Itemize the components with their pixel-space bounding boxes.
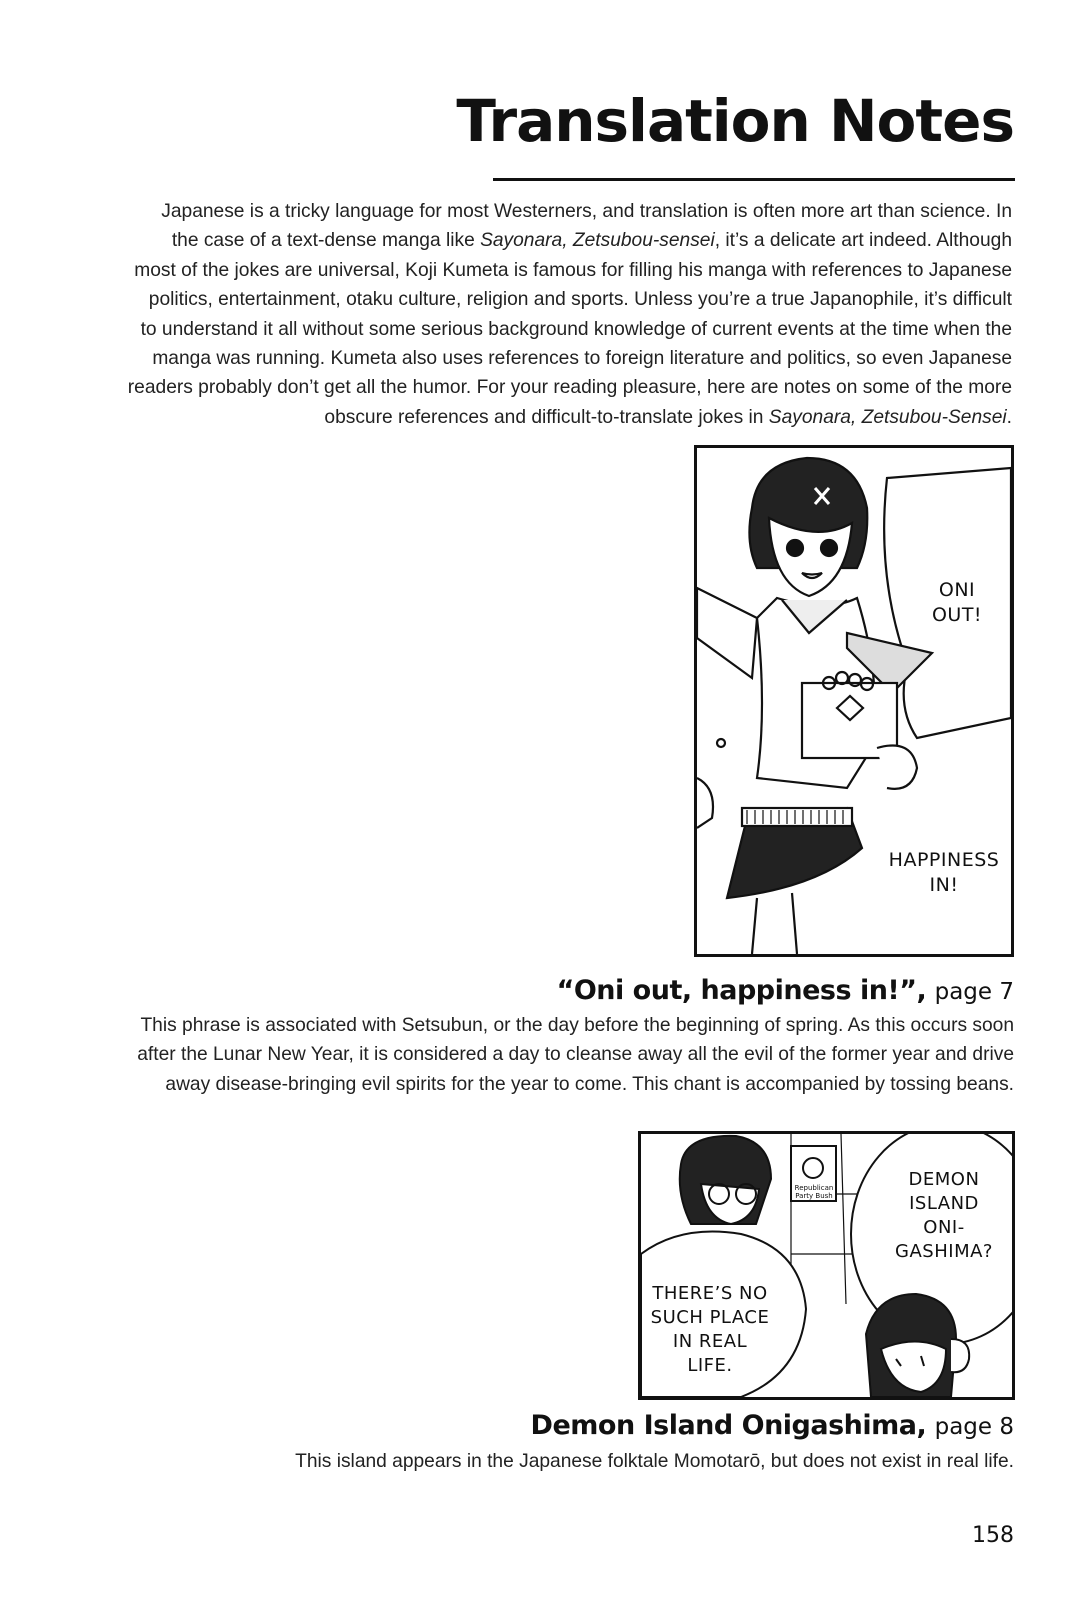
speech-bubble-demon-island: DEMON ISLAND ONI- GASHIMA? [895, 1169, 993, 1262]
note-line: away disease-bringing evil spirits for the year to come. This chant is accompanied by tossing beans. [165, 1073, 1014, 1095]
intro-line: to understand it all without some serious background knowledge of current events at the time when the [140, 318, 1012, 340]
intro-line: most of the jokes are universal, Koji Kumeta is famous for filling his manga with references to Japanese [134, 259, 1012, 281]
speech-text-happiness-in: HAPPINESS IN! [888, 849, 1000, 896]
note-line: This island appears in the Japanese folktale Momotarō, but does not exist in real life. [295, 1451, 1014, 1472]
manga-panel-oni-out [694, 445, 1014, 957]
intro-line: readers probably don’t get all the humor. For your reading pleasure, here are notes on some of the more [127, 377, 1012, 399]
speech-bubble-oni-out: ONI OUT! [931, 579, 983, 626]
note-line: after the Lunar New Year, it is considered a day to cleanse away all the evil of the former year and drive [137, 1044, 1014, 1066]
page-number: 158 [972, 1523, 1014, 1548]
intro-line: obscure references and difficult-to-translate jokes in Sayonara, Zetsubou-Sensei. [324, 406, 1012, 428]
intro-line: the case of a text-dense manga like Sayonara, Zetsubou-sensei, it’s a delicate art indeed. Although [171, 230, 1012, 252]
note-body-demon-island [50, 1447, 1014, 1476]
poster-caption: Republican Party Bush [794, 1184, 834, 1200]
manga-panel-demon-island [638, 1131, 1015, 1400]
intro-line: manga was running. Kumeta also uses references to foreign literature and politics, so even Japanese [152, 348, 1012, 370]
note-heading-text: “Oni out, happiness in!”, [556, 975, 927, 1006]
note-page-ref: page 7 [934, 979, 1014, 1005]
note-body-oni-out [50, 1011, 1014, 1099]
page-title: Translation Notes [456, 87, 1014, 155]
manga-title: Sayonara, Zetsubou-sensei [480, 230, 715, 252]
speech-bubble-no-such-place: THERE’S NO SUCH PLACE IN REAL LIFE. [650, 1283, 770, 1376]
note-heading-demon-island [531, 1412, 1014, 1439]
title-underline [493, 178, 1015, 181]
intro-paragraph [48, 197, 1012, 432]
intro-line: politics, entertainment, otaku culture, religion and sports. Unless you’re a true Japanophile, it’s difficult [148, 289, 1012, 311]
note-heading-text: Demon Island Onigashima, [530, 1410, 927, 1441]
intro-line: Japanese is a tricky language for most Westerners, and translation is often more art than science. In [161, 201, 1012, 222]
note-heading-oni-out [557, 977, 1014, 1004]
manga-title: Sayonara, Zetsubou-Sensei [768, 406, 1007, 428]
note-page-ref: page 8 [934, 1414, 1014, 1440]
note-line: This phrase is associated with Setsubun, or the day before the beginning of spring. As this occurs soon [140, 1015, 1014, 1036]
